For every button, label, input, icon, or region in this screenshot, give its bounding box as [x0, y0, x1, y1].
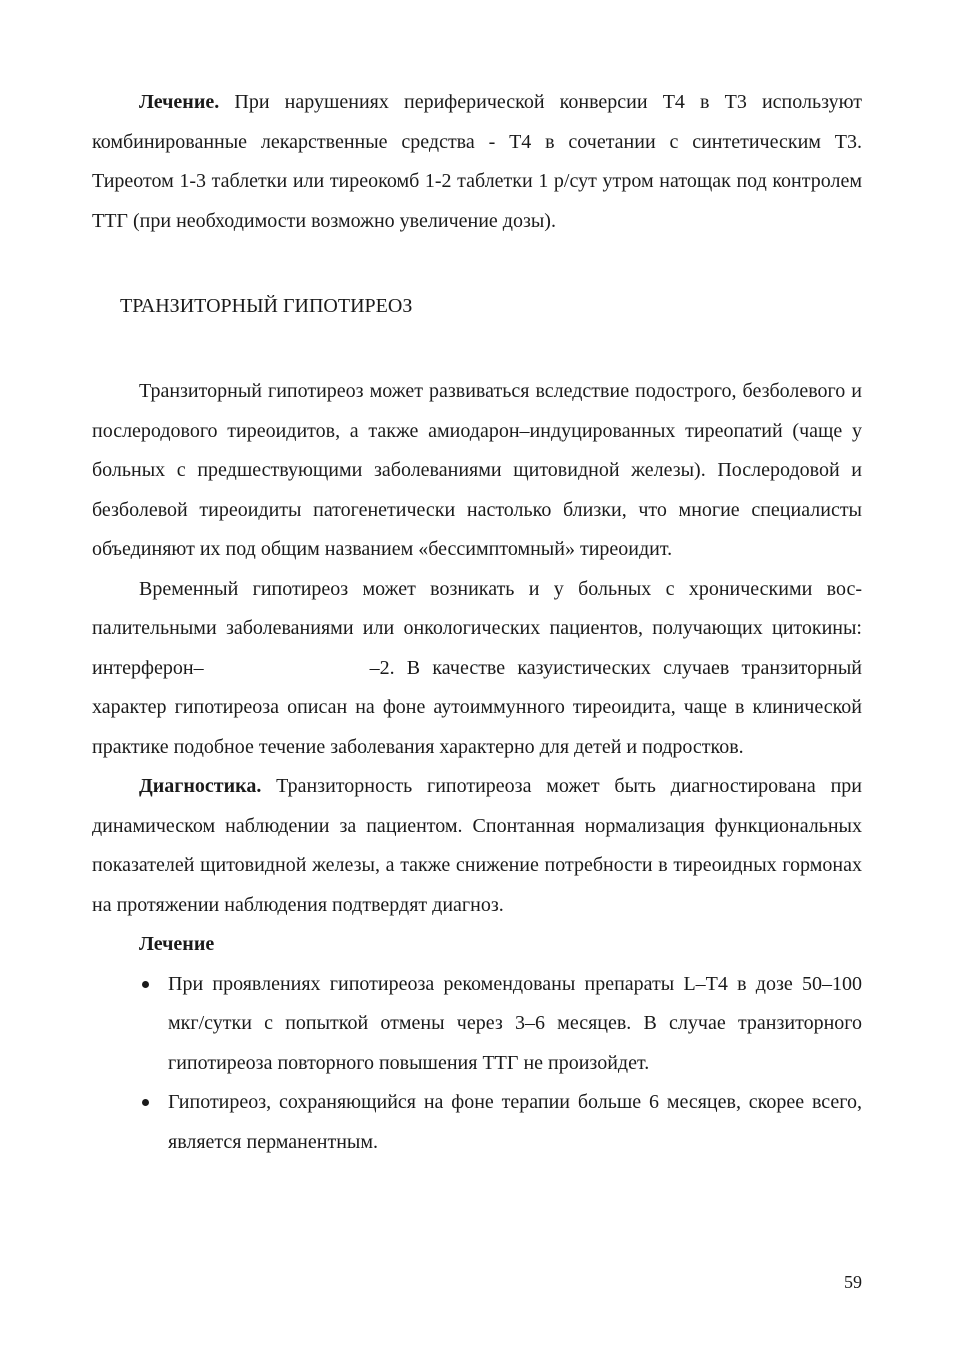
treatment-label: Лечение.	[139, 91, 220, 113]
diagnostics-label: Диагностика.	[139, 775, 262, 797]
temporary-hypothyroidism-paragraph	[92, 570, 862, 768]
treatment-heading: Лечение	[139, 933, 215, 955]
list-item	[92, 965, 862, 1084]
diagnostics-text: Транзиторность гипотиреоза может быть диагностирована при динамическом наблюдении за пациентом. Спонтанная нормализация функциональных показателей щитовидной железы, а также снижение потребности в тиреоидных гормонах на протяжении наблюдения подтвердят диагноз.	[92, 775, 862, 916]
list-item-text: При проявлениях гипотиреоза рекомендованы препараты L–Т4 в дозе 50–100 мкг/сутки с попыткой отмены через 3–6 месяцев. В случае транзиторного гипотиреоза повторного повышения ТТГ не произойдет.	[168, 972, 862, 1074]
treatment-paragraph	[92, 83, 862, 241]
list-item-text: Гипотиреоз, сохраняющийся на фоне терапии больше 6 месяцев, скорее всего, является перманентным.	[168, 1091, 862, 1153]
treatment-list	[92, 965, 862, 1163]
page-number: 59	[844, 1272, 862, 1292]
page-content	[92, 83, 862, 1162]
diagnostics-paragraph	[92, 767, 862, 925]
list-item	[92, 1083, 862, 1162]
treatment-text: При нарушениях периферической конверсии Т4 в Т3 используют комбинированные лекарственные средства - Т4 в сочетании с синтетическим Т3. Тиреотом 1-3 таблетки или тиреокомб 1-2 таблетки 1 р/сут утром натощак под контролем ТТГ (при необходимости возможно увеличение дозы).	[92, 91, 862, 232]
paragraph-part-1: Временный гипотиреоз может возникать и у больных с хроническими воспалительными заболеваниями или онкологических пациентов, получающих цитокины: интерферон–	[92, 577, 862, 679]
paragraph-part-2: –2. В качестве казуистических случаев транзиторный характер гипотиреоза описан на фоне аутоиммунного тиреоидита, чаще в клинической практике подобное течение заболевания характерно для детей и подростков.	[92, 656, 862, 758]
section-title: ТРАНЗИТОРНЫЙ ГИПОТИРЕОЗ	[120, 295, 413, 317]
bullet-icon	[142, 1099, 149, 1106]
transient-hypothyroidism-paragraph: Транзиторный гипотиреоз может развиваться вследствие подострого, безболевого и послеродового тиреоидитов, а также амиодарон–индуцированных тиреопатий (чаще у больных с предшествующими заболеваниями щитовидной железы). Послеродовой и безболевой тиреоидиты патогенетически настолько близки, что многие специалисты объединяют их под общим названием «бессимптомный» тиреоидит.	[92, 380, 862, 560]
bullet-icon	[142, 981, 149, 988]
